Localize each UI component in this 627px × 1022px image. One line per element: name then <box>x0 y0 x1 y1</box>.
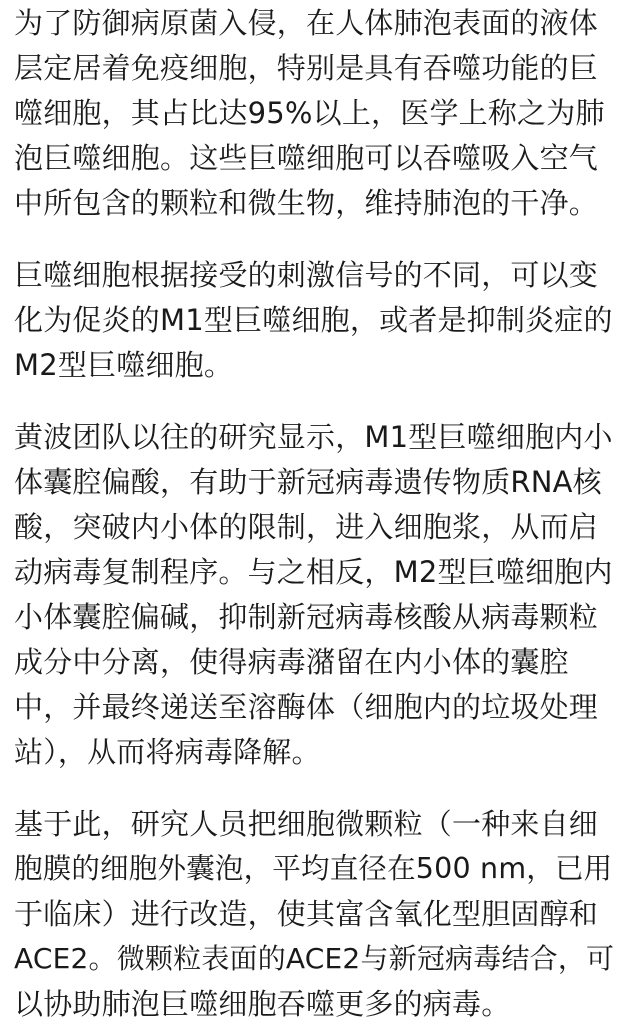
text-line: 黄波团队以往的研究显示，M1型巨噬细胞内小 <box>14 420 613 454</box>
text-line: ACE2。微颗粒表面的ACE2与新冠病毒结合，可 <box>14 942 615 975</box>
text-line: 中，并最终递送至溶酶体（细胞内的垃圾处理 <box>14 690 599 724</box>
text-line: M2型巨噬细胞。 <box>14 348 234 382</box>
text-line: 小体囊腔偏碱，抑制新冠病毒核酸从病毒颗粒 <box>14 600 599 634</box>
text-line: 巨噬细胞根据接受的刺激信号的不同，可以变 <box>14 258 599 292</box>
text-line: 中所包含的颗粒和微生物，维持肺泡的干净。 <box>14 186 599 220</box>
text-line: 为了防御病原菌入侵，在人体肺泡表面的液体 <box>14 6 599 40</box>
text-line: 以协助肺泡巨噬细胞吞噬更多的病毒。 <box>14 987 511 1021</box>
text-line: 酸，突破内小体的限制，进入细胞浆，从而启 <box>14 510 599 544</box>
text-line: 噬细胞，其占比达95%以上，医学上称之为肺 <box>14 96 605 130</box>
text-line: 于临床）进行改造，使其富含氧化型胆固醇和 <box>14 897 599 931</box>
text-line: 泡巨噬细胞。这些巨噬细胞可以吞噬吸入空气 <box>14 141 599 175</box>
text-line: 体囊腔偏酸，有助于新冠病毒遗传物质RNA核 <box>14 465 602 499</box>
text-line: 基于此，研究人员把细胞微颗粒（一种来自细 <box>14 807 599 841</box>
text-line: 成分中分离，使得病毒潴留在内小体的囊腔 <box>14 645 569 679</box>
text-line: 化为促炎的M1型巨噬细胞，或者是抑制炎症的 <box>14 303 613 337</box>
text-line: 层定居着免疫细胞，特别是具有吞噬功能的巨 <box>14 51 599 85</box>
text-line: 站），从而将病毒降解。 <box>14 735 321 769</box>
text-line: 胞膜的细胞外囊泡，平均直径在500 nm，已用 <box>14 852 613 885</box>
text-line: 动病毒复制程序。与之相反，M2型巨噬细胞内 <box>14 555 613 589</box>
